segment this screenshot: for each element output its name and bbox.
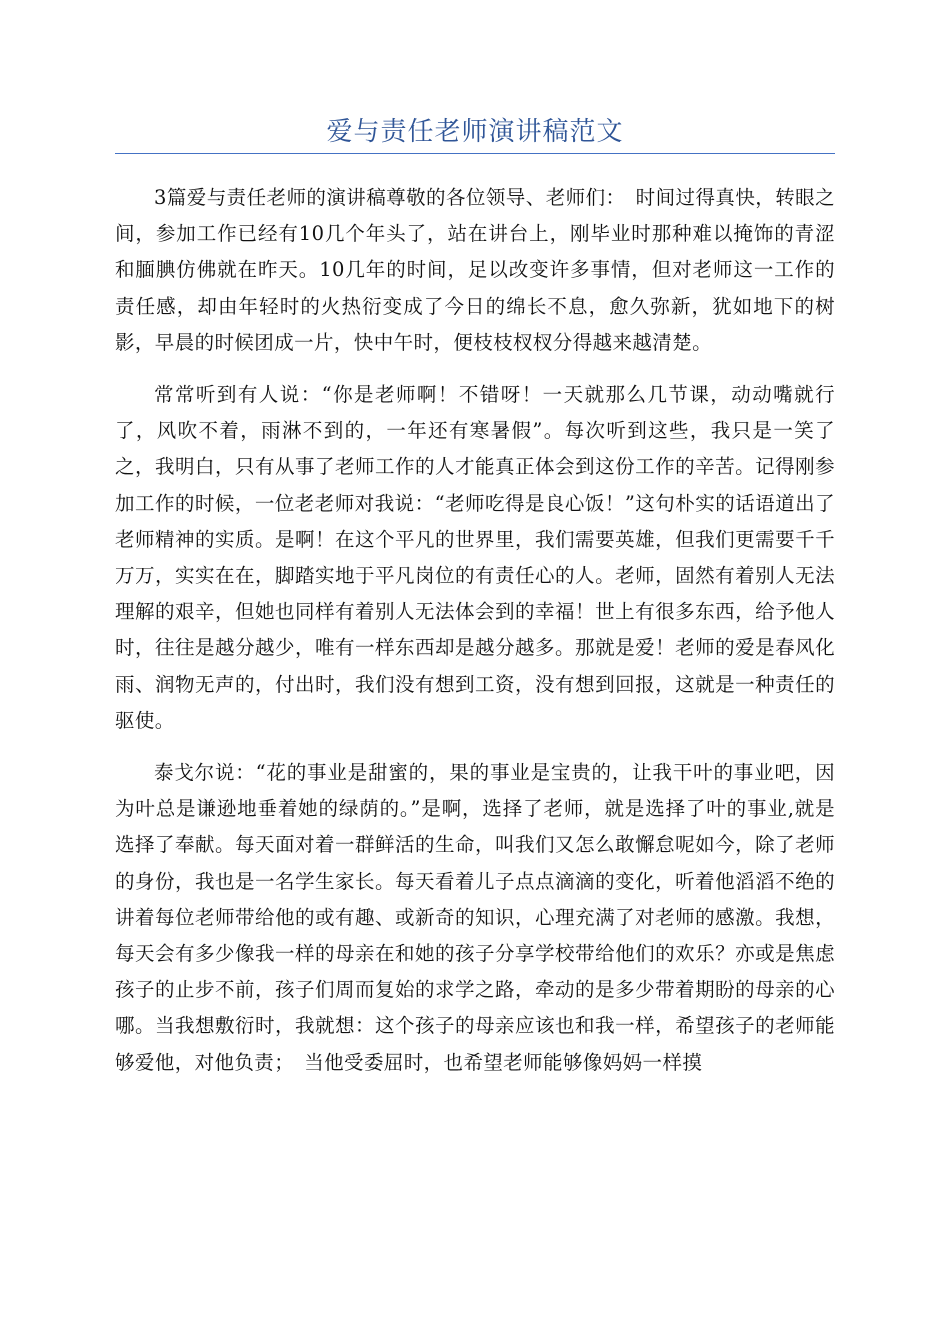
- document-body: [115, 180, 835, 1097]
- paragraph-3: 泰戈尔说：“花的事业是甜蜜的，果的事业是宝贵的，让我干叶的事业吧，因为叶总是谦逊地垂着她的绿荫的。”是啊，选择了老师，就是选择了叶的事业,就是选择了奉献。每天面对着一群鲜活的生命，叫我们又怎么敢懈怠呢如今，除了老师的身份，我也是一名学生家长。每天看着儿子点点滴滴的变化，听着他滔滔不绝的讲着每位老师带给他的或有趣、或新奇的知识，心理充满了对老师的感激。我想，每天会有多少像我一样的母亲在和她的孩子分享学校带给他们的欢乐？亦或是焦虑孩子的止步不前，孩子们周而复始的求学之路，牵动的是多少带着期盼的母亲的心哪。当我想敷衍时，我就想：这个孩子的母亲应该也和我一样，希望孩子的老师能够爱他，对他负责； 当他受委屈时，也希望老师能够像妈妈一样摸: [115, 761, 835, 1074]
- document-title: 爱与责任老师演讲稿范文: [326, 117, 624, 147]
- title-underline: [115, 153, 835, 154]
- paragraph-1: 3篇爱与责任老师的演讲稿尊敬的各位领导、老师们： 时间过得真快，转眼之间，参加工作已经有10几个年头了，站在讲台上，刚毕业时那种难以掩饰的青涩和腼腆仿佛就在昨天。10几年的时间，足以改变许多事情，但对老师这一工作的责任感，却由年轻时的火热衍变成了今日的绵长不息，愈久弥新，犹如地下的树影，早晨的时候团成一片，快中午时，便枝枝杈杈分得越来越清楚。: [115, 186, 835, 354]
- paragraph-2: 常常听到有人说：“你是老师啊！不错呀！一天就那么几节课，动动嘴就行了，风吹不着，雨淋不到的，一年还有寒暑假”。每次听到这些，我只是一笑了之，我明白，只有从事了老师工作的人才能真正体会到这份工作的辛苦。记得刚参加工作的时候，一位老老师对我说：“老师吃得是良心饭！”这句朴实的话语道出了老师精神的实质。是啊！在这个平凡的世界里，我们需要英雄，但我们更需要千千万万，实实在在，脚踏实地于平凡岗位的有责任心的人。老师，固然有着别人无法理解的艰辛，但她也同样有着别人无法体会到的幸福！世上有很多东西，给予他人时，往往是越分越少，唯有一样东西却是越分越多。那就是爱！老师的爱是春风化雨、润物无声的，付出时，我们没有想到工资，没有想到回报，这就是一种责任的驱使。: [115, 383, 835, 732]
